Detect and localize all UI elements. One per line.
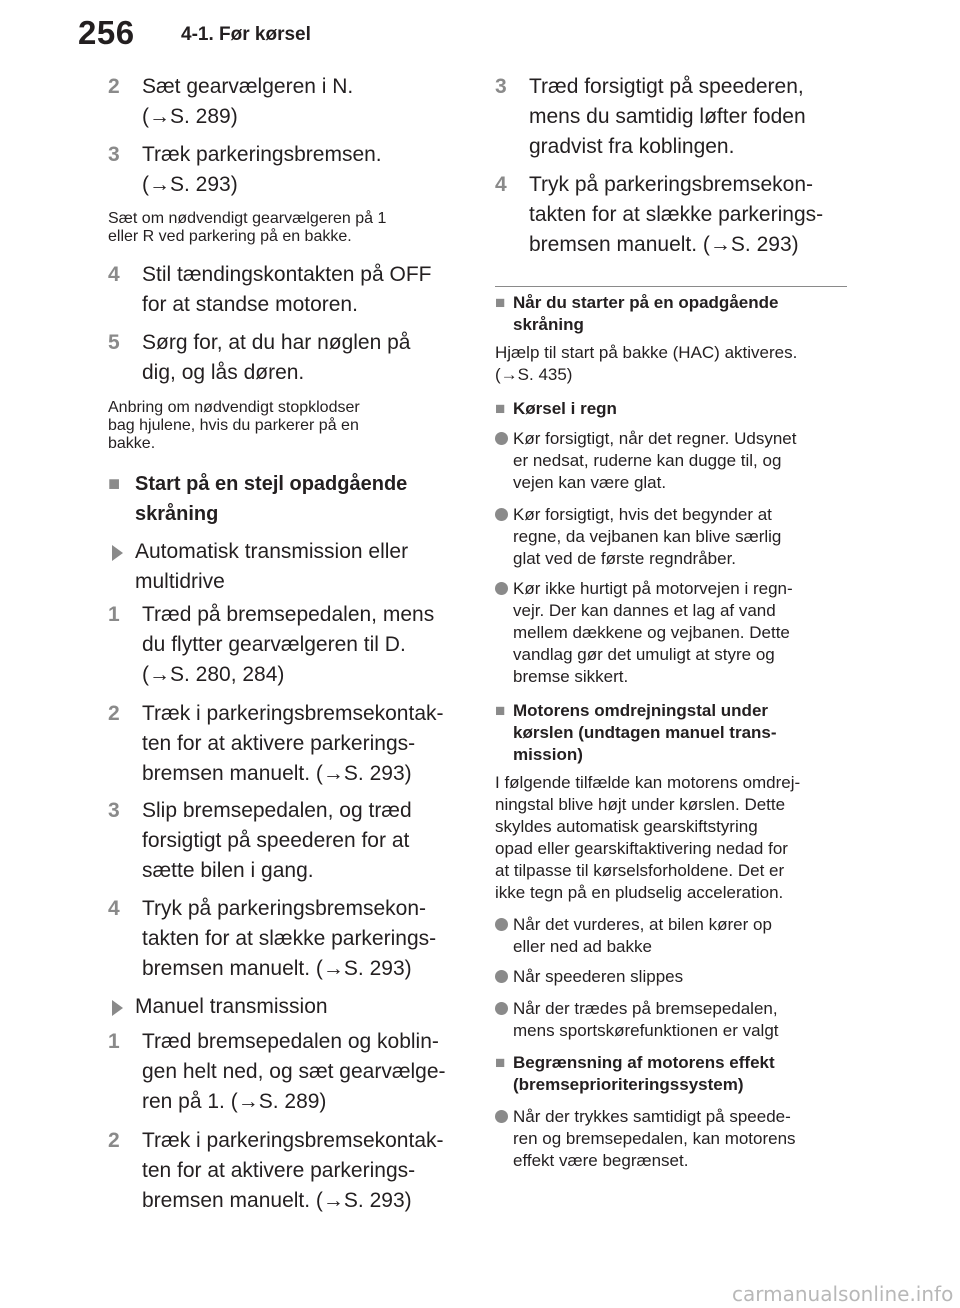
step-line: Sæt gearvælgeren i N. (142, 75, 354, 98)
heading-line: skråning (513, 315, 584, 334)
triangle-arrow-icon (112, 1000, 123, 1016)
bullet-line: vandlag gør det umuligt at styre og (513, 645, 775, 664)
step-number: 4 (108, 263, 120, 286)
text-line: opad eller gearskiftaktivering nedad for (495, 839, 788, 858)
info-heading-rain (495, 398, 617, 420)
step-line: Træd forsigtigt på speederen, (529, 75, 804, 98)
circle-bullet-icon (495, 970, 508, 983)
bullet-line: bremse sikkert. (513, 667, 629, 686)
step-number: 3 (108, 799, 120, 822)
subheading-manual (108, 992, 328, 1022)
circle-bullet-icon (495, 582, 508, 595)
circle-bullet-icon (495, 508, 508, 521)
step-number: 2 (108, 1129, 120, 1152)
bullet-line: Kør forsigtigt, når det regner. Udsynet (513, 429, 797, 448)
step-number: 3 (495, 75, 507, 98)
step-line-with-reference[interactable]: bremsen manuelt. (→S. 293) (142, 762, 412, 785)
square-bullet-icon: ■ (495, 701, 506, 720)
bullet-line: Kør ikke hurtigt på motorvejen i regn- (513, 579, 793, 598)
info-text-engine-rpm (495, 772, 800, 904)
step-line: Træk i parkeringsbremsekontak- (142, 702, 444, 725)
bullet-line: eller ned ad bakke (513, 937, 652, 956)
circle-bullet-icon (495, 1002, 508, 1015)
step-number: 2 (108, 702, 120, 725)
circle-bullet-icon (495, 1110, 508, 1123)
text-line: skyldes automatisk gearskiftstyring (495, 817, 758, 836)
bullet-line: Når det vurderes, at bilen kører op (513, 915, 772, 934)
page-reference[interactable]: (→S. 289) (142, 105, 238, 128)
step-line: forsigtigt på speederen for at (142, 829, 410, 852)
bullet-line: glat ved de første regndråber. (513, 549, 737, 568)
text-line: ikke tegn på en pludselig acceleration. (495, 883, 784, 902)
square-bullet-icon: ■ (495, 399, 506, 418)
step-line-with-reference[interactable]: bremsen manuelt. (→S. 293) (142, 1189, 412, 1212)
manual-step-2 (108, 1126, 444, 1216)
step-number: 1 (108, 1030, 120, 1053)
square-bullet-icon: ■ (108, 473, 121, 495)
subheading-automatic (108, 537, 408, 597)
heading-line: Start på en stejl opadgående (135, 473, 408, 495)
info-text-hac (495, 342, 797, 386)
step-line: Sørg for, at du har nøglen på (142, 331, 411, 354)
bullet-line: vejen kan være glat. (513, 473, 667, 492)
bullet-line: mens sportskørefunktionen er valgt (513, 1021, 779, 1040)
step-line: Tryk på parkeringsbremsekon- (529, 173, 813, 196)
bullet-hill-detected (495, 914, 772, 958)
step-line: for at standse motoren. (142, 293, 358, 316)
step-line-with-reference[interactable]: ren på 1. (→S. 289) (142, 1090, 327, 1113)
auto-step-3 (108, 796, 412, 886)
step-3-parking-brake (108, 140, 382, 200)
manual-step-1 (108, 1027, 446, 1117)
note-line: bag hjulene, hvis du parkerer på en (108, 417, 359, 434)
step-number: 2 (108, 75, 120, 98)
manual-step-3 (495, 72, 806, 162)
bullet-line: ren og bremsepedalen, kan motorens (513, 1129, 796, 1148)
circle-bullet-icon (495, 918, 508, 931)
watermark[interactable]: carmanualsonline.info (732, 1282, 954, 1306)
text-line: I følgende tilfælde kan motorens omdrej- (495, 773, 801, 792)
heading-steep-uphill-start (108, 469, 407, 529)
step-number: 5 (108, 331, 120, 354)
bullet-line: Når der trædes på bremsepedalen, (513, 999, 778, 1018)
subheading-line: Manuel transmission (135, 995, 328, 1018)
step-2-neutral (108, 72, 353, 132)
step-line: Træd på bremsepedalen, mens (142, 603, 435, 626)
info-heading-uphill-start (495, 292, 778, 336)
info-heading-brake-override (495, 1052, 775, 1096)
step-4-ignition-off (108, 260, 431, 320)
step-line: Stil tændingskontakten på OFF (142, 263, 432, 286)
auto-step-1 (108, 600, 434, 690)
note-line: Anbring om nødvendigt stopklodser (108, 399, 360, 416)
heading-line: Når du starter på en opadgående (513, 293, 779, 312)
square-bullet-icon: ■ (495, 1053, 506, 1072)
step-line-with-reference[interactable]: bremsen manuelt. (→S. 293) (142, 957, 412, 980)
subheading-line: Automatisk transmission eller (135, 540, 409, 563)
heading-line: skråning (135, 503, 219, 525)
note-line: bakke. (108, 435, 156, 452)
step-line: ten for at aktivere parkerings- (142, 732, 416, 755)
bullet-line: Når speederen slippes (513, 967, 684, 986)
step-5-lock-door (108, 328, 411, 388)
bullet-line: effekt være begrænset. (513, 1151, 689, 1170)
bullet-rain-begins (495, 504, 781, 570)
square-bullet-icon: ■ (495, 293, 506, 312)
circle-bullet-icon (495, 432, 508, 445)
step-line: sætte bilen i gang. (142, 859, 314, 882)
bullet-line: regne, da vejbanen kan blive særlig (513, 527, 782, 546)
step-number: 1 (108, 603, 120, 626)
manual-step-4 (495, 170, 823, 260)
auto-step-2 (108, 699, 444, 789)
page-number: 256 (78, 14, 135, 51)
heading-line: Motorens omdrejningstal under (513, 701, 769, 720)
note-gear-on-hill (108, 210, 386, 246)
step-line: Træk parkeringsbremsen. (142, 143, 382, 166)
section-divider (495, 286, 847, 287)
bullet-rain-careful (495, 428, 796, 494)
note-line: eller R ved parkering på en bakke. (108, 228, 352, 245)
step-number: 4 (495, 173, 507, 196)
step-line: mens du samtidig løfter foden (529, 105, 806, 128)
page-reference[interactable]: (→S. 293) (142, 173, 238, 196)
heading-line: (bremseprioriteringssystem) (513, 1075, 744, 1094)
page-reference[interactable]: (→S. 280, 284) (142, 663, 285, 686)
heading-line: Kørsel i regn (513, 399, 617, 418)
step-line: gradvist fra koblingen. (529, 135, 735, 158)
subheading-line: multidrive (135, 570, 225, 593)
bullet-line: mellem dækkene og vejbanen. Dette (513, 623, 790, 642)
heading-line: kørslen (undtagen manuel trans- (513, 723, 777, 742)
step-line: gen helt ned, og sæt gearvælge- (142, 1060, 446, 1083)
bullet-line: Når der trykkes samtidigt på speede- (513, 1107, 791, 1126)
step-line: dig, og lås døren. (142, 361, 305, 384)
heading-line: Begrænsning af motorens effekt (513, 1053, 775, 1072)
page-reference[interactable]: (→S. 435) (495, 365, 573, 384)
bullet-line: vejr. Der kan dannes et lag af vand (513, 601, 776, 620)
text-line: ningstal blive højt under kørslen. Dette (495, 795, 786, 814)
note-line: Sæt om nødvendigt gearvælgeren på 1 (108, 210, 387, 227)
auto-step-4 (108, 894, 436, 984)
bullet-brake-sport-mode (495, 998, 779, 1042)
step-number: 3 (108, 143, 120, 166)
bullet-line: er nedsat, ruderne kan dugge til, og (513, 451, 782, 470)
page-header (0, 0, 960, 64)
step-line: Slip bremsepedalen, og træd (142, 799, 412, 822)
step-line: ten for at aktivere parkerings- (142, 1159, 416, 1182)
text-line: Hjælp til start på bakke (HAC) aktiveres. (495, 343, 798, 362)
text-line: at tilpasse til kørselsforholdene. Det er (495, 861, 785, 880)
bullet-aquaplaning (495, 578, 793, 688)
step-number: 4 (108, 897, 120, 920)
heading-line: mission) (513, 745, 583, 764)
step-line: Træd bremsepedalen og koblin- (142, 1030, 439, 1053)
bullet-accelerator-released (495, 966, 683, 988)
info-heading-engine-rpm (495, 700, 777, 766)
note-wheel-chocks (108, 399, 360, 453)
bullet-simultaneous-pedals (495, 1106, 796, 1172)
bullet-line: Kør forsigtigt, hvis det begynder at (513, 505, 772, 524)
step-line: takten for at slække parkerings- (529, 203, 824, 226)
step-line: Træk i parkeringsbremsekontak- (142, 1129, 444, 1152)
step-line: du flytter gearvælgeren til D. (142, 633, 406, 656)
step-line: takten for at slække parkerings- (142, 927, 437, 950)
step-line: Tryk på parkeringsbremsekon- (142, 897, 426, 920)
step-line-with-reference[interactable]: bremsen manuelt. (→S. 293) (529, 233, 799, 256)
section-title: 4-1. Før kørsel (181, 24, 311, 45)
triangle-arrow-icon (112, 545, 123, 561)
